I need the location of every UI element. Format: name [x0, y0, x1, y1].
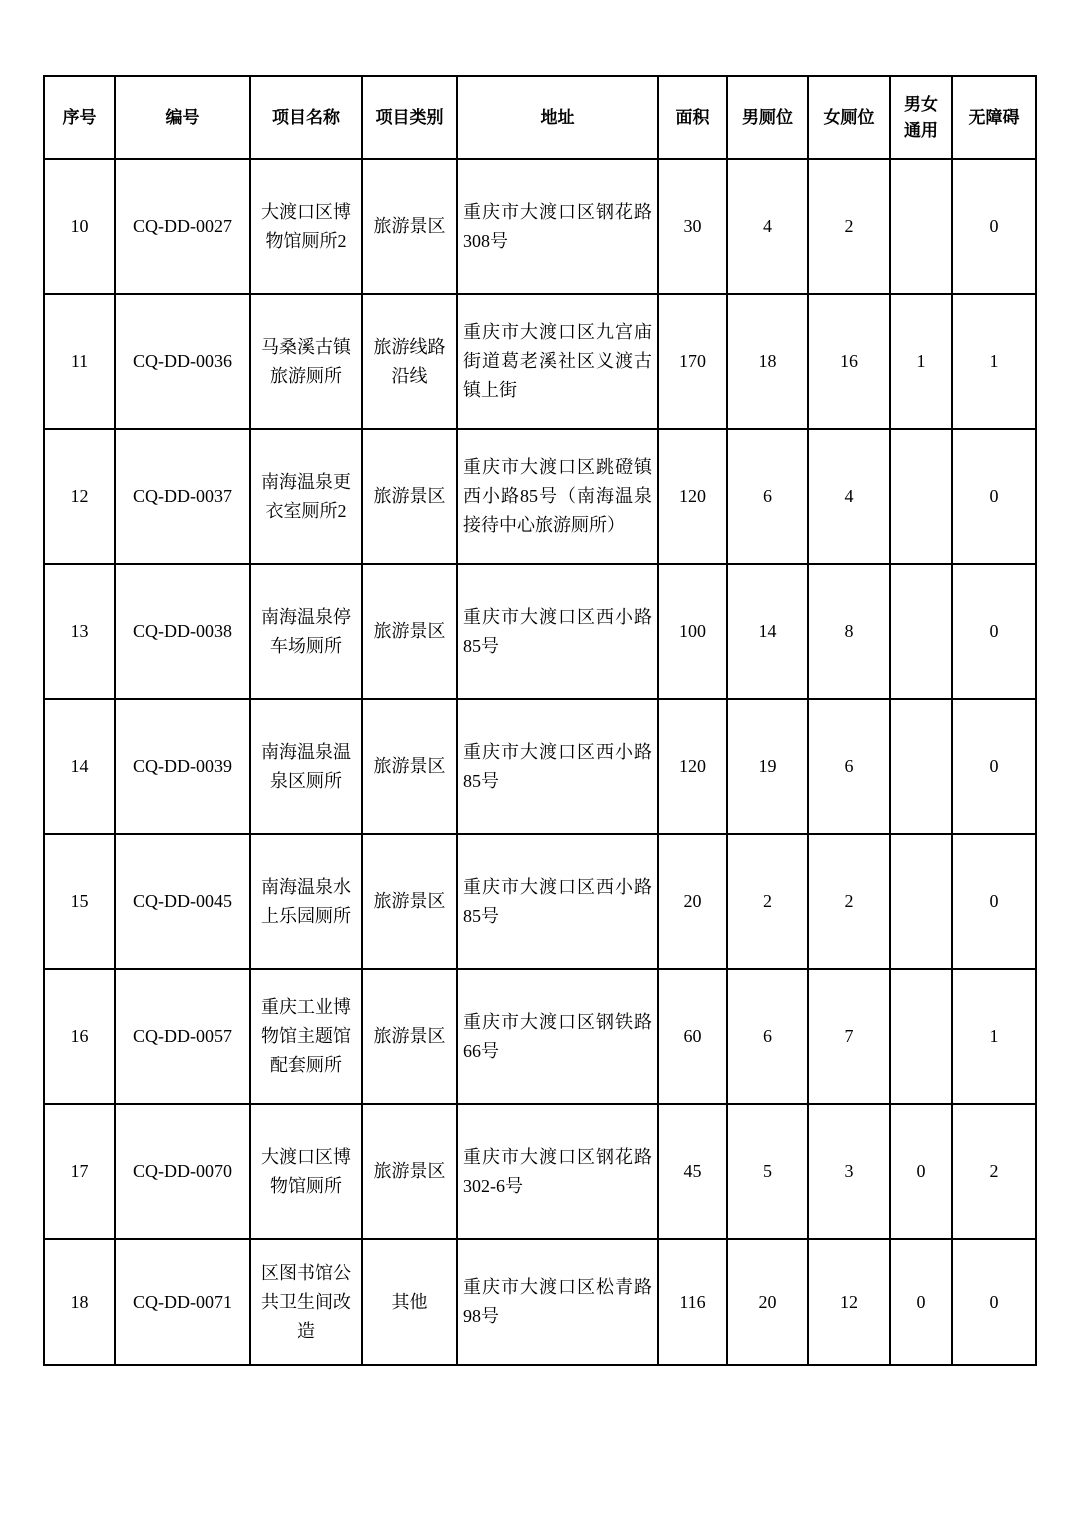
cell-area: 116: [658, 1239, 727, 1365]
table-row: [44, 834, 1036, 969]
cell-area: 45: [658, 1104, 727, 1239]
cell-code: CQ-DD-0039: [115, 699, 250, 834]
cell-area: 20: [658, 834, 727, 969]
table-row: [44, 294, 1036, 429]
cell-area: 170: [658, 294, 727, 429]
cell-male: 4: [727, 159, 808, 294]
table-row: [44, 1104, 1036, 1239]
cell-area: 60: [658, 969, 727, 1104]
table-row: [44, 1239, 1036, 1365]
table-row: [44, 159, 1036, 294]
cell-address: 重庆市大渡口区西小路85号: [457, 564, 658, 699]
cell-male: 18: [727, 294, 808, 429]
column-header-address: 地址: [457, 76, 658, 159]
cell-unisex: [890, 564, 952, 699]
cell-category: 旅游景区: [362, 564, 457, 699]
cell-accessible: 0: [952, 834, 1036, 969]
cell-accessible: 0: [952, 429, 1036, 564]
cell-category: 旅游景区: [362, 969, 457, 1104]
cell-code: CQ-DD-0057: [115, 969, 250, 1104]
cell-index: 16: [44, 969, 115, 1104]
cell-address: 重庆市大渡口区钢铁路66号: [457, 969, 658, 1104]
cell-address: 重庆市大渡口区松青路98号: [457, 1239, 658, 1365]
cell-male: 20: [727, 1239, 808, 1365]
cell-unisex: [890, 969, 952, 1104]
cell-address: 重庆市大渡口区钢花路308号: [457, 159, 658, 294]
cell-index: 13: [44, 564, 115, 699]
cell-accessible: 1: [952, 294, 1036, 429]
toilet-projects-table: [43, 75, 1037, 1366]
column-header-code: 编号: [115, 76, 250, 159]
cell-index: 18: [44, 1239, 115, 1365]
table-body: [44, 159, 1036, 1365]
cell-unisex: [890, 834, 952, 969]
column-header-female: 女厕位: [808, 76, 890, 159]
cell-accessible: 0: [952, 1239, 1036, 1365]
cell-male: 6: [727, 429, 808, 564]
cell-address: 重庆市大渡口区九宫庙街道葛老溪社区义渡古镇上街: [457, 294, 658, 429]
cell-unisex: 1: [890, 294, 952, 429]
cell-address: 重庆市大渡口区西小路85号: [457, 699, 658, 834]
table-row: [44, 969, 1036, 1104]
cell-code: CQ-DD-0071: [115, 1239, 250, 1365]
column-header-area: 面积: [658, 76, 727, 159]
column-header-index: 序号: [44, 76, 115, 159]
cell-accessible: 0: [952, 564, 1036, 699]
column-header-category: 项目类别: [362, 76, 457, 159]
cell-female: 6: [808, 699, 890, 834]
cell-female: 4: [808, 429, 890, 564]
column-header-male: 男厕位: [727, 76, 808, 159]
cell-address: 重庆市大渡口区跳磴镇西小路85号（南海温泉接待中心旅游厕所）: [457, 429, 658, 564]
cell-category: 旅游景区: [362, 699, 457, 834]
table-header: [44, 76, 1036, 159]
cell-area: 120: [658, 699, 727, 834]
cell-unisex: [890, 699, 952, 834]
cell-female: 2: [808, 159, 890, 294]
header-row: [44, 76, 1036, 159]
cell-index: 12: [44, 429, 115, 564]
cell-index: 10: [44, 159, 115, 294]
cell-name: 大渡口区博物馆厕所: [250, 1104, 362, 1239]
cell-name: 南海温泉更衣室厕所2: [250, 429, 362, 564]
cell-accessible: 0: [952, 159, 1036, 294]
cell-area: 100: [658, 564, 727, 699]
table-row: [44, 699, 1036, 834]
column-header-name: 项目名称: [250, 76, 362, 159]
cell-male: 5: [727, 1104, 808, 1239]
cell-category: 旅游景区: [362, 159, 457, 294]
cell-category: 旅游景区: [362, 429, 457, 564]
cell-index: 15: [44, 834, 115, 969]
cell-code: CQ-DD-0036: [115, 294, 250, 429]
cell-female: 8: [808, 564, 890, 699]
cell-name: 南海温泉温泉区厕所: [250, 699, 362, 834]
cell-area: 120: [658, 429, 727, 564]
column-header-unisex: 男女通用: [890, 76, 952, 159]
cell-female: 3: [808, 1104, 890, 1239]
cell-name: 区图书馆公共卫生间改造: [250, 1239, 362, 1365]
cell-name: 南海温泉水上乐园厕所: [250, 834, 362, 969]
cell-code: CQ-DD-0038: [115, 564, 250, 699]
cell-category: 旅游线路沿线: [362, 294, 457, 429]
table-row: [44, 564, 1036, 699]
cell-unisex: 0: [890, 1239, 952, 1365]
cell-code: CQ-DD-0045: [115, 834, 250, 969]
cell-female: 7: [808, 969, 890, 1104]
cell-category: 旅游景区: [362, 834, 457, 969]
cell-category: 其他: [362, 1239, 457, 1365]
cell-name: 重庆工业博物馆主题馆配套厕所: [250, 969, 362, 1104]
cell-accessible: 2: [952, 1104, 1036, 1239]
cell-male: 6: [727, 969, 808, 1104]
cell-code: CQ-DD-0070: [115, 1104, 250, 1239]
cell-index: 14: [44, 699, 115, 834]
column-header-accessible: 无障碍: [952, 76, 1036, 159]
cell-female: 2: [808, 834, 890, 969]
cell-unisex: [890, 159, 952, 294]
cell-category: 旅游景区: [362, 1104, 457, 1239]
cell-unisex: [890, 429, 952, 564]
cell-accessible: 1: [952, 969, 1036, 1104]
cell-male: 14: [727, 564, 808, 699]
cell-area: 30: [658, 159, 727, 294]
cell-female: 16: [808, 294, 890, 429]
cell-address: 重庆市大渡口区西小路85号: [457, 834, 658, 969]
cell-unisex: 0: [890, 1104, 952, 1239]
cell-index: 11: [44, 294, 115, 429]
cell-name: 大渡口区博物馆厕所2: [250, 159, 362, 294]
cell-female: 12: [808, 1239, 890, 1365]
cell-name: 南海温泉停车场厕所: [250, 564, 362, 699]
cell-male: 19: [727, 699, 808, 834]
cell-address: 重庆市大渡口区钢花路302-6号: [457, 1104, 658, 1239]
cell-code: CQ-DD-0037: [115, 429, 250, 564]
table-row: [44, 429, 1036, 564]
cell-accessible: 0: [952, 699, 1036, 834]
cell-code: CQ-DD-0027: [115, 159, 250, 294]
cell-index: 17: [44, 1104, 115, 1239]
cell-male: 2: [727, 834, 808, 969]
cell-name: 马桑溪古镇旅游厕所: [250, 294, 362, 429]
